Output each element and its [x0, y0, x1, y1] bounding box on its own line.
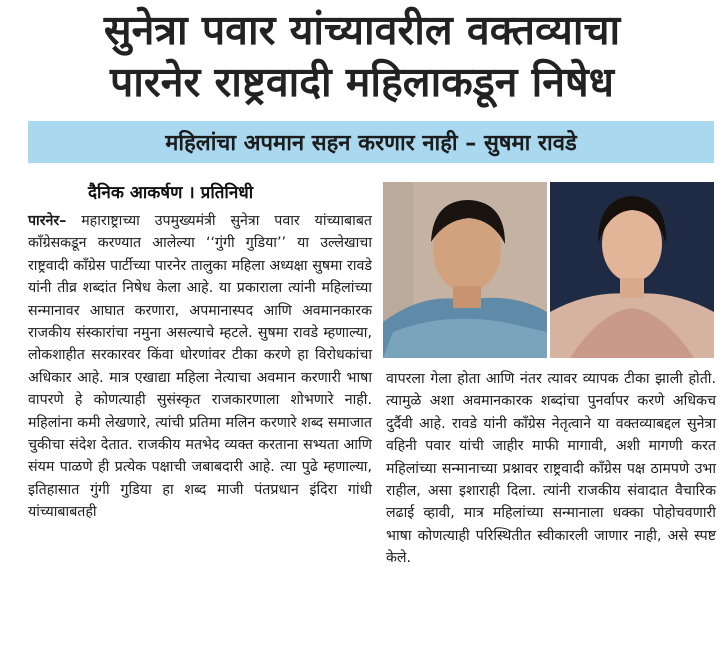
headline-line-1: सुनेत्रा पवार यांच्यावरील वक्तव्याचा	[103, 6, 621, 54]
byline: दैनिक आकर्षण । प्रतिनिधी	[88, 183, 254, 203]
article-body-left: महाराष्ट्राच्या उपमुख्यमंत्री सुनेत्रा पवार यांच्याबाबत काँग्रेसकडून करण्यात आलेल्या ‘‘गुंगी गुडिया’’ या उल्लेखाचा राष्ट्रवादी काँग्रेस पार्टीच्या पारनेर तालुका महिला अध्यक्षा सुषमा रावडे यांनी तीव्र शब्दांत निषेध केला आहे. या प्रकाराला त्यांनी महिलांच्या सन्मानावर आघात करणारा, अपमानास्पद आणि अवमानकारक राजकीय संस्कारांचा नमुना असल्याचे म्हटले. सुषमा रावडे म्हणाल्या, लोकशाहीत सरकारवर किंवा धोरणांवर टीका करणे हा विरोधकांचा अधिकार आहे. मात्र एखाद्या महिला नेत्याचा अवमान करणारी भाषा वापरणे हे कोणत्याही सुसंस्कृत राजकारणाला शोभणारे नाही. महिलांना कमी लेखणारे, त्यांची प्रतिमा मलिन करणारे शब्द समाजात चुकीचा संदेश देतात. राजकीय मतभेद व्यक्त करताना सभ्यता आणि संयम पाळणे ही प्रत्येक पक्षाची जबाबदारी आहे. त्या पुढे म्हणाल्या, इतिहासात गुंगी गुडिया हा शब्द माजी पंतप्रधान इंदिरा गांधी यांच्याबाबतही	[28, 213, 373, 521]
headline	[0, 4, 724, 108]
portrait-right-image	[550, 182, 714, 358]
subheadline-band	[28, 121, 714, 163]
photo-sushma-rawade	[550, 182, 714, 358]
article-column-right: वापरला गेला होता आणि नंतर त्यावर व्यापक टीका झाली होती. त्यामुळे अशा अवमानकारक शब्दांचा पुनर्वापर करणे अधिकच दुर्दैवी आहे. रावडे यांनी काँग्रेस नेतृत्वाने या वक्तव्याबद्दल सुनेत्रा वहिनी पवार यांची जाहीर माफी मागावी, अशी मागणी करत महिलांच्या सन्मानाच्या प्रश्नावर राष्ट्रवादी काँग्रेस पक्ष ठामपणे उभा राहील, असा इशाराही दिला. त्यांनी राजकीय संवादात वैचारिक लढाई व्हावी, मात्र महिलांच्या सन्मानाला धक्का पोहोचवणारी भाषा कोणत्याही परिस्थितीत स्वीकारली जाणार नाही, असे स्पष्ट केले.	[386, 371, 716, 567]
photo-sunetra-pawar	[383, 182, 547, 358]
subheadline: महिलांचा अपमान सहन करणार नाही – सुषमा रावडे	[165, 131, 577, 156]
article-column-left	[28, 210, 372, 524]
portrait-left-image	[383, 182, 547, 358]
photo-panel	[383, 182, 714, 358]
headline-line-2: पारनेर राष्ट्रवादी महिलाकडून निषेध	[110, 58, 614, 106]
dateline: पारनेर–	[28, 213, 67, 229]
